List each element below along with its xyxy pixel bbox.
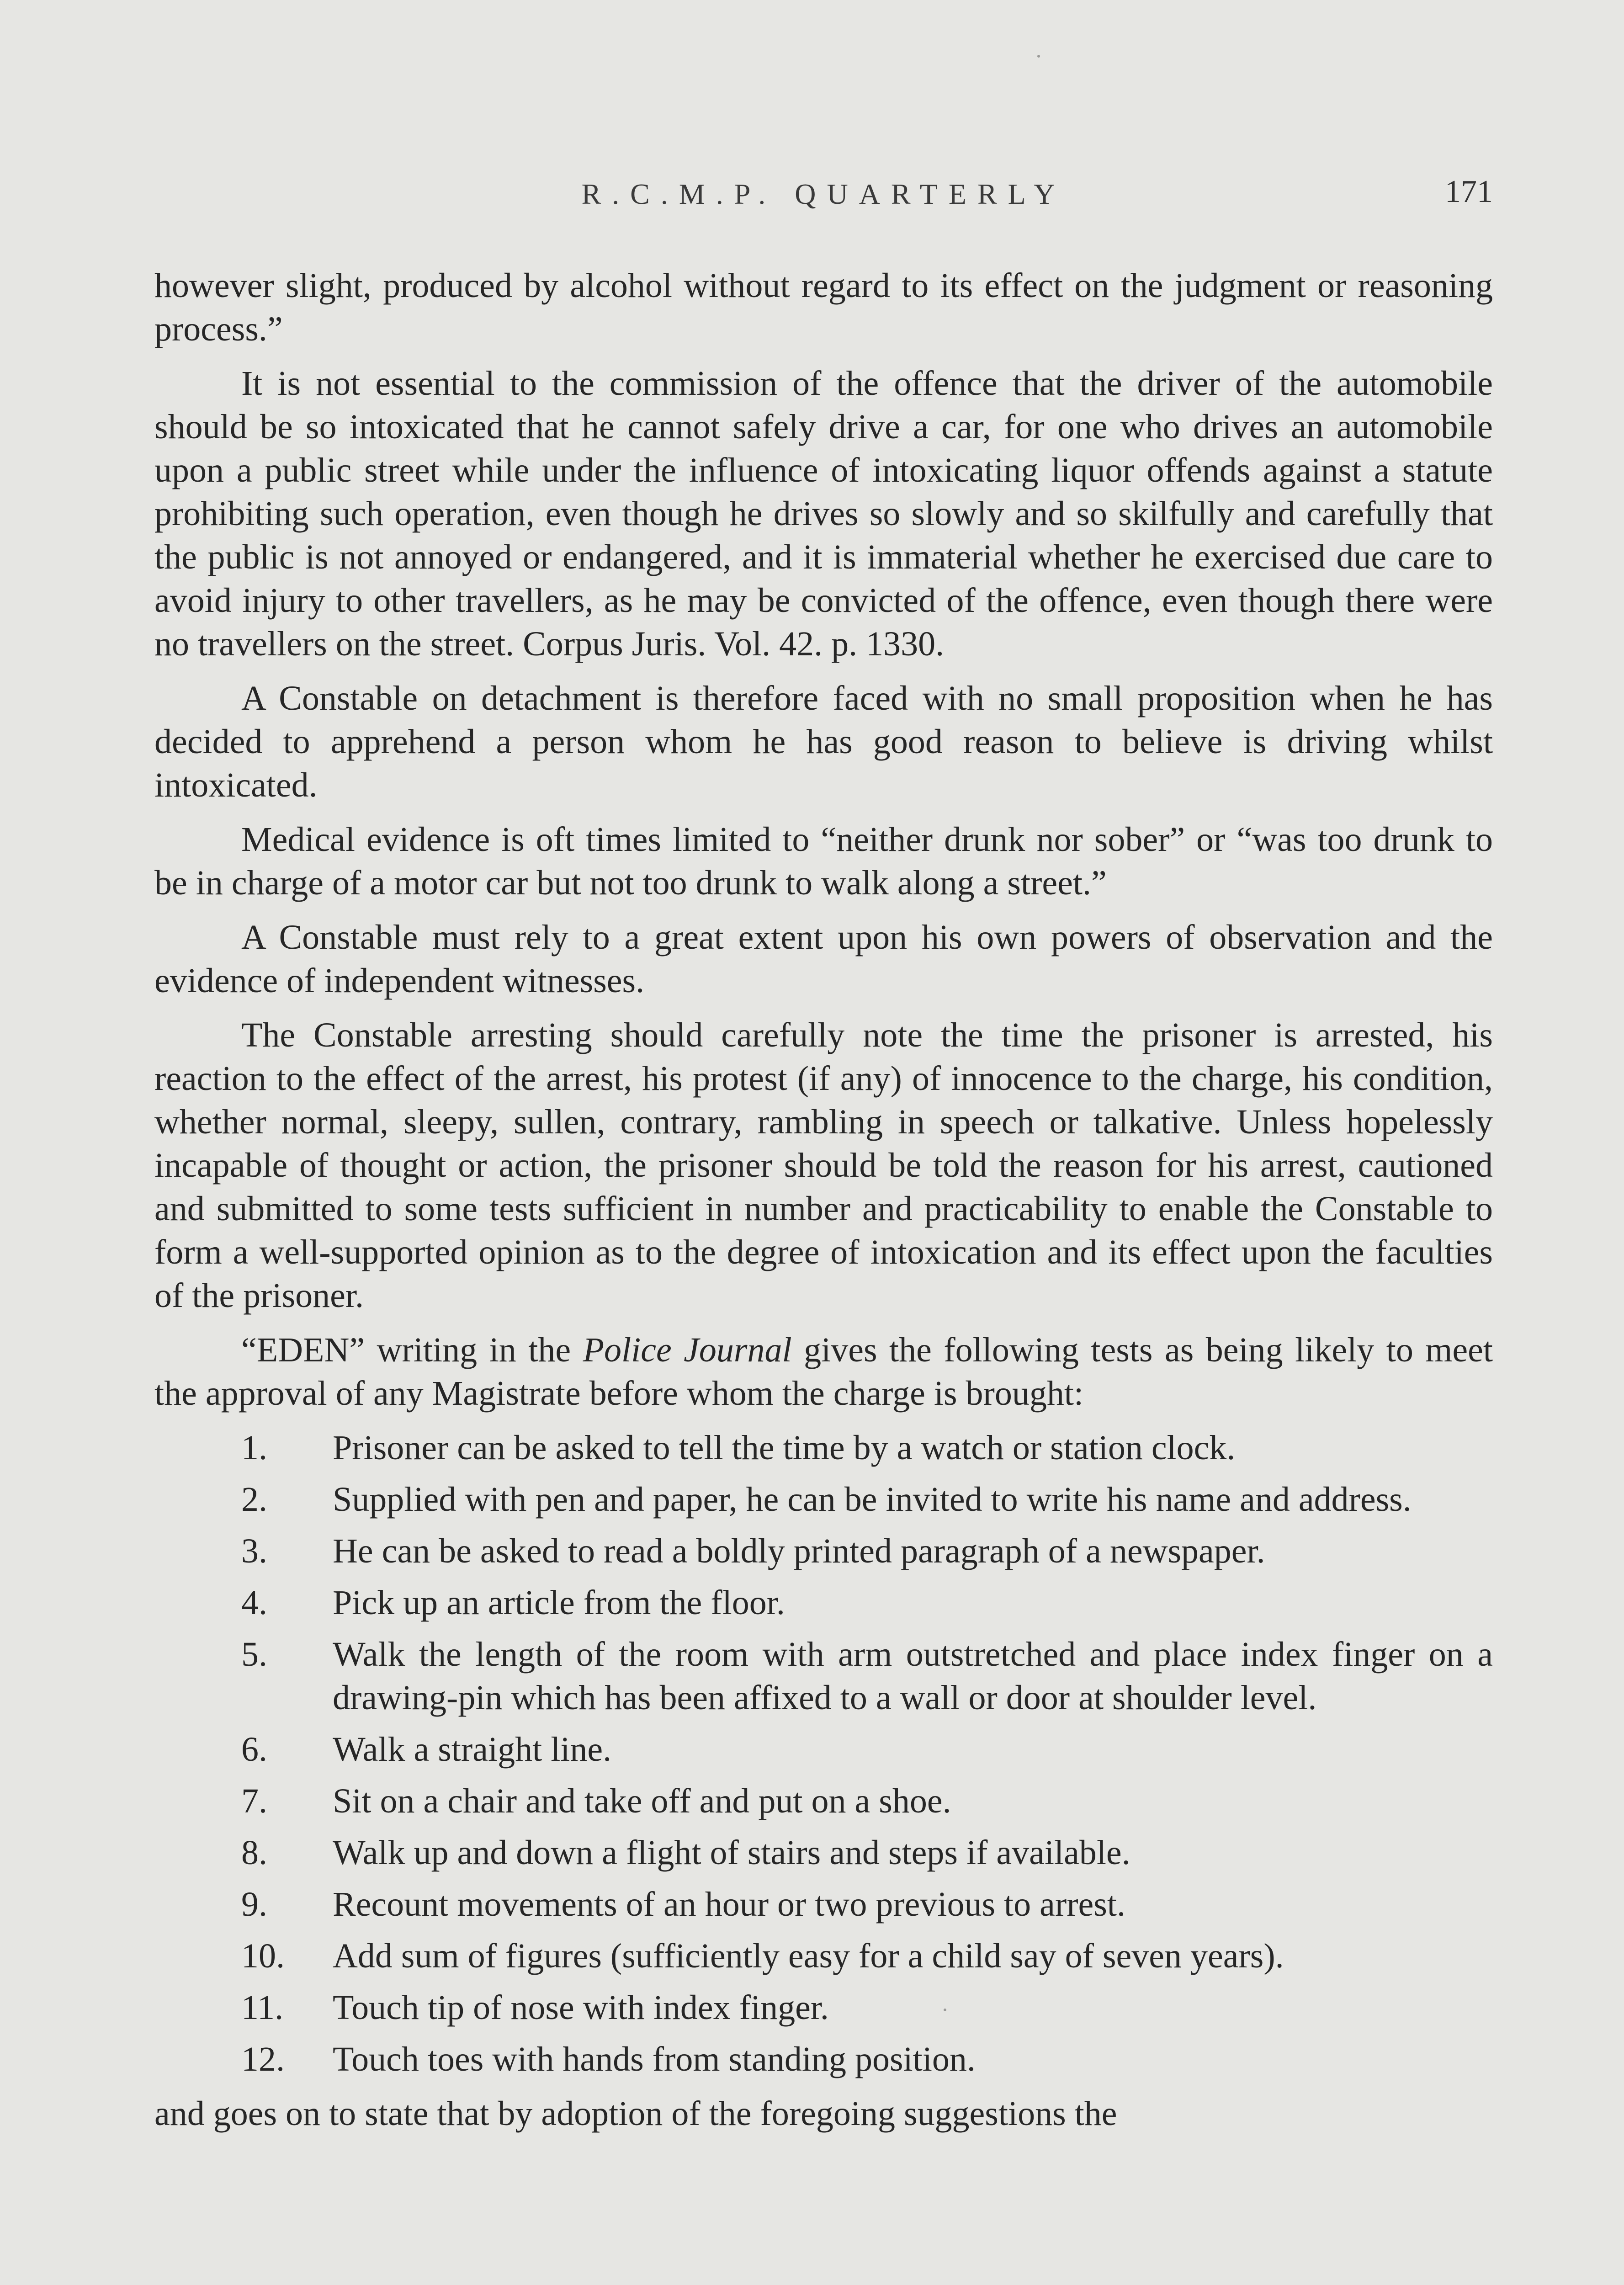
list-item-number: 2.	[241, 1480, 267, 1519]
list-item-number: 11.	[241, 1988, 284, 2027]
list-item	[154, 1780, 1493, 1823]
list-item	[154, 1581, 1493, 1625]
list-item-number: 1.	[241, 1429, 267, 1467]
list-item	[154, 1478, 1493, 1521]
list-item-number: 6.	[241, 1730, 267, 1769]
list-item	[154, 1934, 1493, 1978]
paragraph-medical-evidence: Medical evidence is oft times limited to “neither drunk nor sober” or “was too drunk to be in charge of a motor car but not too drunk to walk along a street.”	[154, 820, 1493, 902]
list-item	[154, 1530, 1493, 1573]
eden-intro-text-end: gives the following tests as being likely to meet the approval of any Magistrate before whom the charge is brought:	[154, 1331, 1493, 1413]
list-item-number: 8.	[241, 1833, 267, 1872]
list-item	[154, 1831, 1493, 1875]
list-item	[154, 1883, 1493, 1926]
paragraph-corpus-juris: It is not essential to the commission of the offence that the driver of the automobile should be so intoxicated that he cannot safely drive a car, for one who drives an automobile upon a public street while under the influence of intoxicating liquor offends against a statute prohibiting such operation, even though he drives so slowly and so skilfully and carefully that the public is not annoyed or endangered, and it is immaterial whether he exercised due care to avoid injury to other travellers, as he may be convicted of the offence, even though there were no travellers on the street. Corpus Juris. Vol. 42. p. 1330.	[154, 364, 1493, 663]
paragraph-observation: A Constable must rely to a great extent upon his own powers of observation and the evidence of independent witnesses.	[154, 918, 1493, 1000]
list-item-text: Pick up an article from the floor.	[333, 1584, 785, 1622]
list-item-text: Add sum of figures (sufficiently easy for a child say of seven years).	[333, 1937, 1284, 1975]
list-item-number: 10.	[241, 1937, 285, 1975]
list-item	[154, 1986, 1493, 2030]
page-header	[154, 174, 1493, 228]
list-item-text: He can be asked to read a boldly printed paragraph of a newspaper.	[333, 1532, 1265, 1570]
list-item-text: Touch tip of nose with index finger.	[333, 1988, 829, 2027]
list-item-text: Sit on a chair and take off and put on a shoe.	[333, 1782, 951, 1820]
list-item-text: Prisoner can be asked to tell the time by a watch or station clock.	[333, 1429, 1236, 1467]
paragraph-constable-detachment: A Constable on detachment is therefore faced with no small proposition when he has decided to apprehend a person whom he has good reason to believe is driving whilst intoxicated.	[154, 679, 1493, 804]
eden-intro-text: “EDEN” writing in the	[241, 1331, 583, 1369]
list-item-text: Supplied with pen and paper, he can be invited to write his name and address.	[333, 1480, 1412, 1519]
article-body	[154, 264, 1493, 2147]
list-item-number: 9.	[241, 1885, 267, 1924]
list-item	[154, 2038, 1493, 2081]
list-item	[154, 1728, 1493, 1771]
list-item	[154, 1426, 1493, 1470]
list-item-text: Walk up and down a flight of stairs and steps if available.	[333, 1833, 1130, 1872]
journal-title: Police Journal	[583, 1331, 792, 1369]
list-item-text: Walk the length of the room with arm outstretched and place index finger on a drawing-pin which has been affixed to a wall or door at shoulder level.	[333, 1635, 1493, 1717]
list-item-number: 4.	[241, 1584, 267, 1622]
paper-speck	[1037, 55, 1040, 58]
paragraph-continuation: however slight, produced by alcohol without regard to its effect on the judgment or reasoning process.”	[154, 266, 1493, 348]
list-item	[154, 1633, 1493, 1720]
list-item-text: Walk a straight line.	[333, 1730, 612, 1769]
list-item-text: Touch toes with hands from standing position.	[333, 2040, 976, 2078]
paragraph-conclusion-start: and goes on to state that by adoption of the foregoing suggestions the	[154, 2094, 1117, 2133]
paragraph-eden-tests-intro	[154, 1328, 1493, 1415]
paper-speck	[944, 2009, 946, 2011]
sobriety-tests-list	[154, 1426, 1493, 2081]
list-item-number: 7.	[241, 1782, 267, 1820]
paragraph-arresting-procedure: The Constable arresting should carefully note the time the prisoner is arrested, his reaction to the effect of the arrest, his protest (if any) of innocence to the charge, his condition, whether normal, sleepy, sullen, contrary, rambling in speech or talkative. Unless hopelessly incapable of thought or action, the prisoner should be told the reason for his arrest, cautioned and submitted to some tests sufficient in number and practicability to enable the Constable to form a well-supported opinion as to the degree of intoxication and its effect upon the faculties of the prisoner.	[154, 1016, 1493, 1315]
list-item-text: Recount movements of an hour or two previous to arrest.	[333, 1885, 1125, 1924]
list-item-number: 12.	[241, 2040, 285, 2078]
page-number: 171	[1445, 174, 1493, 209]
list-item-number: 3.	[241, 1532, 267, 1570]
running-head: R.C.M.P. QUARTERLY	[581, 178, 1066, 210]
list-item-number: 5.	[241, 1635, 267, 1674]
